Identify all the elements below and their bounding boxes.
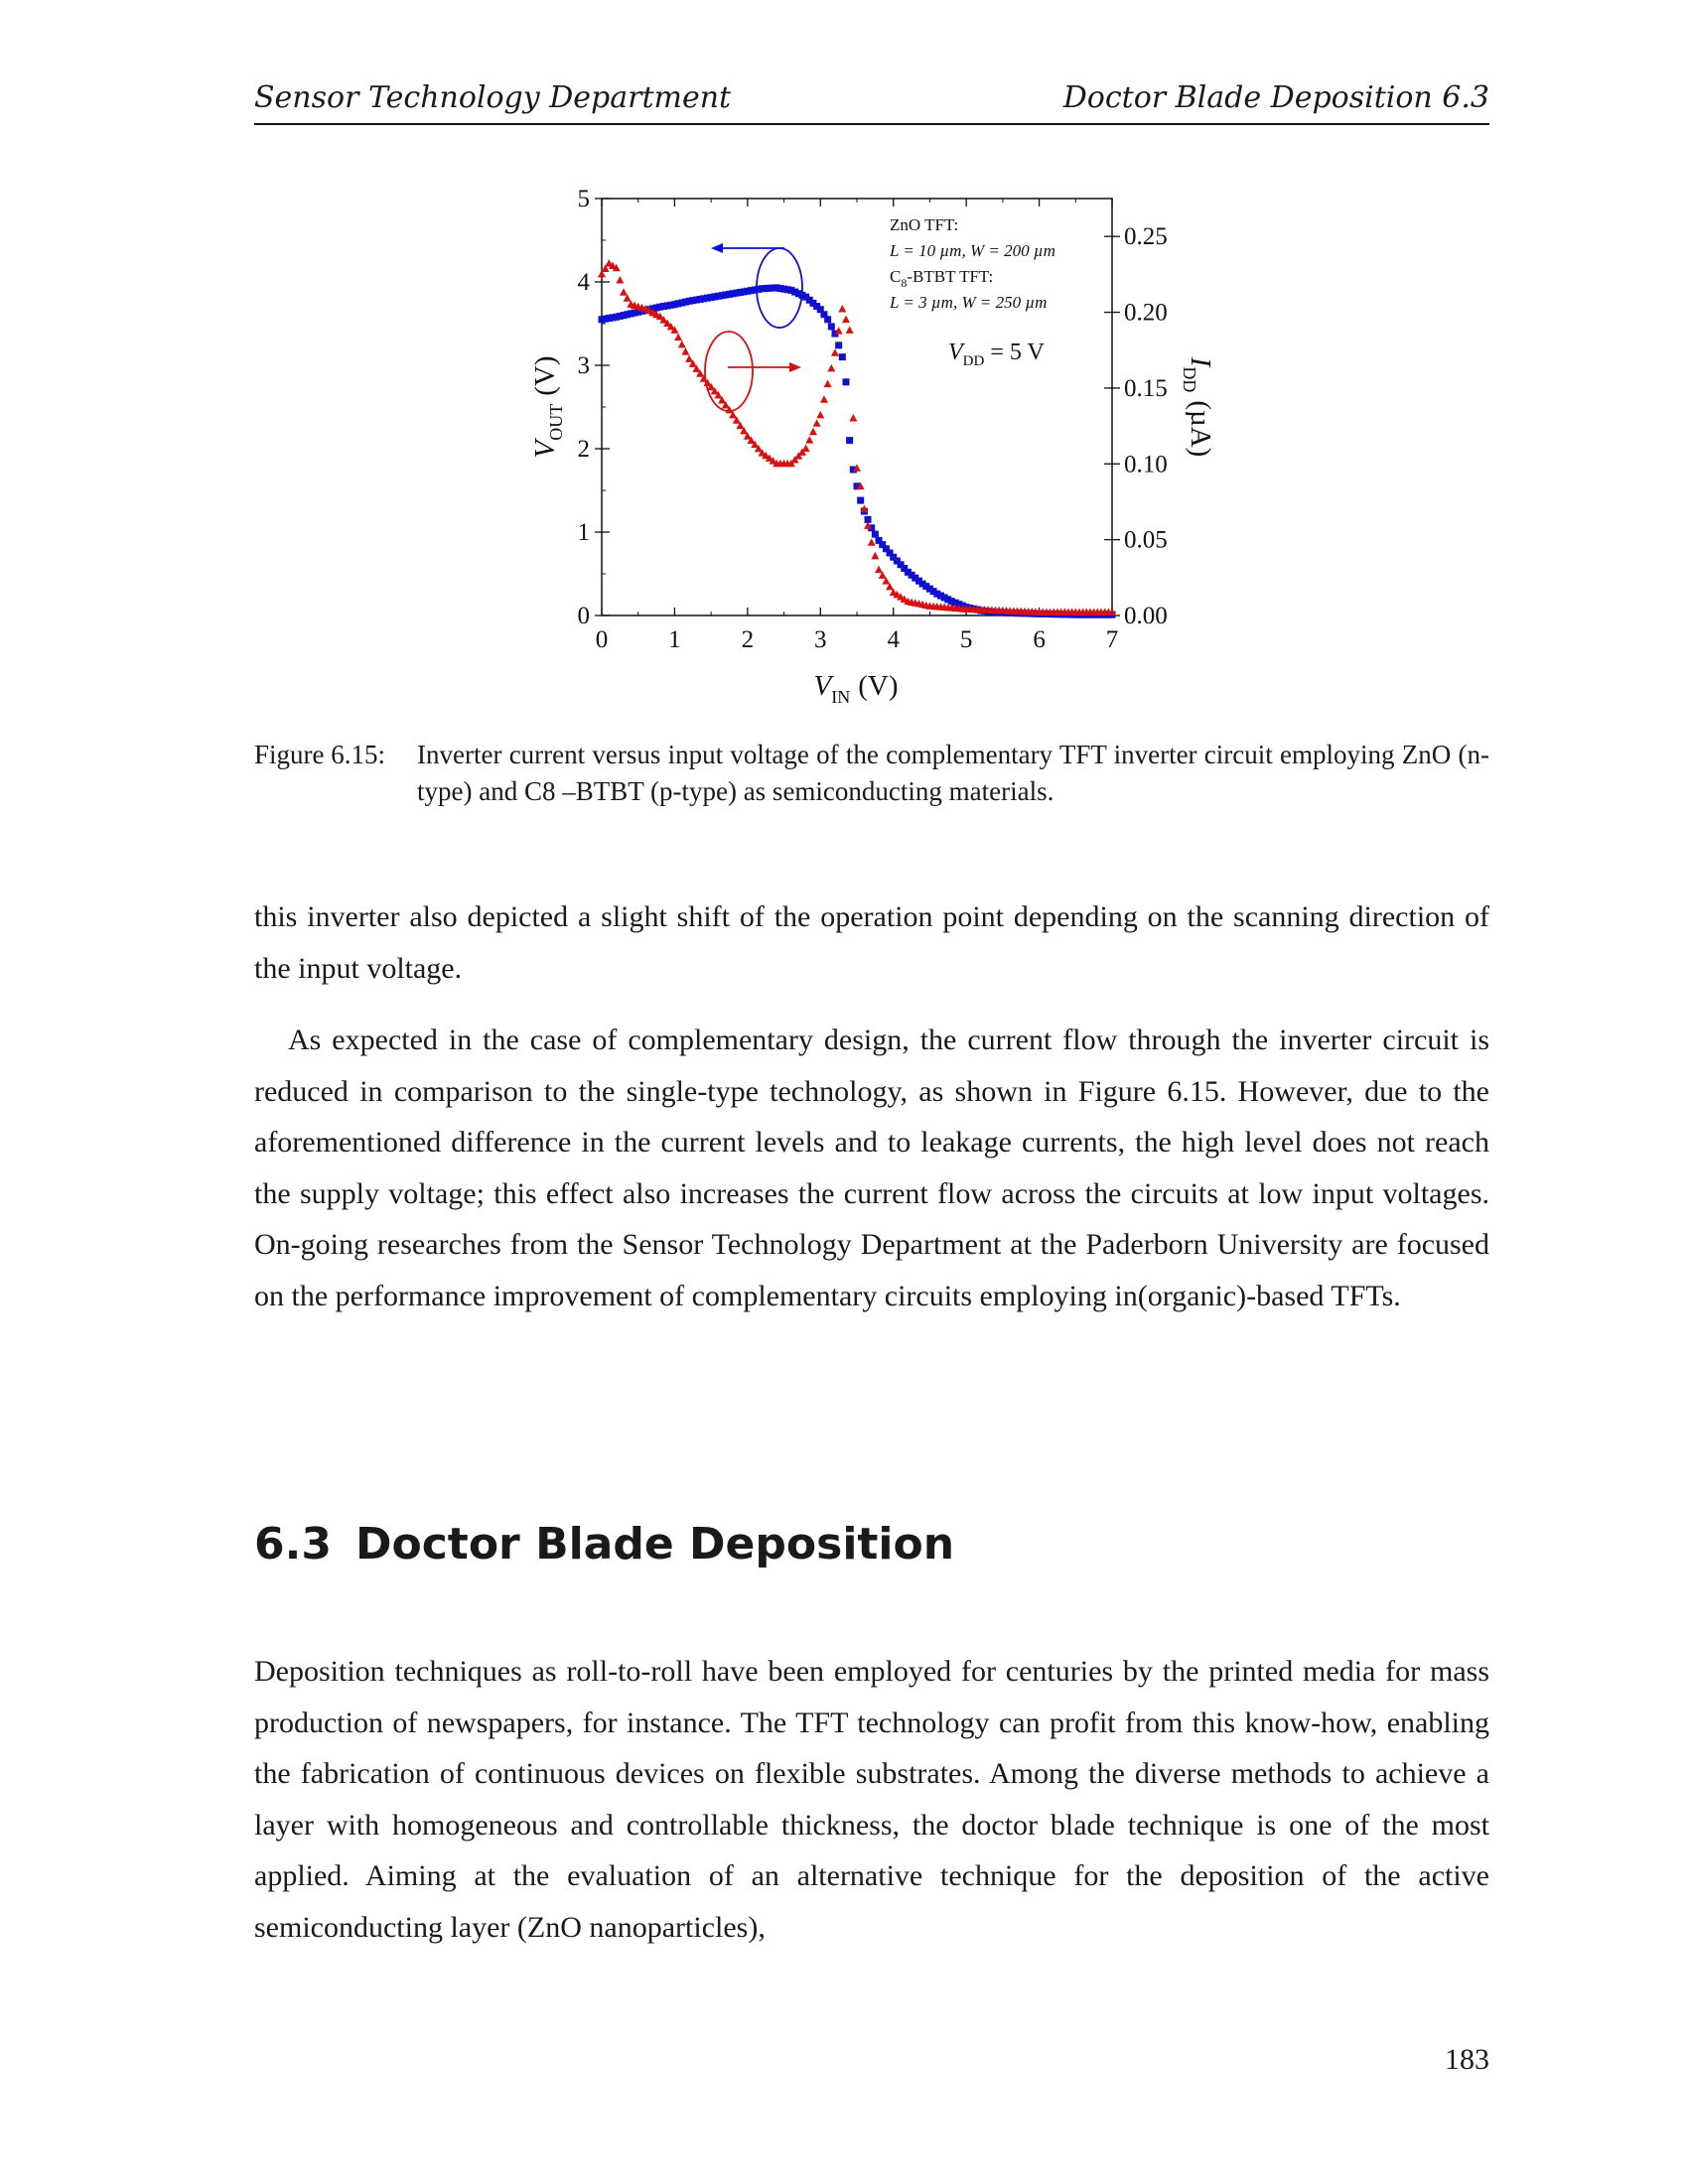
idd-point [824, 380, 832, 388]
zno-tft-label: ZnO TFT: [890, 215, 959, 234]
y2-tick-label: 0.15 [1124, 374, 1168, 402]
section-title: Doctor Blade Deposition [354, 1519, 955, 1570]
vout-point [842, 378, 849, 385]
paragraph-3: Deposition techniques as roll-to-roll have been employed for centuries by the printed media for mass production of newspapers, for instance. The TFT technology can profit from this know-how, enabling the fabrication of continuous devices on flexible substrates. Among the diverse methods to achieve a layer with homogeneous and controllable thickness, the doctor blade technique is one of the most applied. Aiming at the evaluation of an alternative technique for the deposition of the active semiconducting layer (ZnO nanoparticles), [254, 1655, 1489, 1944]
idd-point [820, 395, 828, 403]
idd-point [827, 364, 835, 372]
x-tick-label: 5 [959, 626, 973, 653]
y2-tick-label: 0.20 [1124, 299, 1168, 327]
vout-point [824, 316, 831, 323]
zno-tft-dims: L = 10 µm, W = 200 µm [890, 241, 1055, 260]
vout-point [872, 531, 879, 538]
c8-btbt-tft-label: $C_8$-BTBT TFT: [890, 267, 994, 290]
figure-6-15-chart [496, 179, 1251, 735]
y-tick-label: 1 [577, 519, 590, 546]
header-left-title: Sensor Technology Department [254, 80, 732, 115]
y-tick-label: 3 [577, 352, 590, 379]
x-tick-label: 3 [814, 626, 827, 653]
paragraph-2: As expected in the case of complementary design, the current flow through the inverter circuit is reduced in comparison to the single-type technology, as shown in Figure 6.15. However, due to the aforementioned difference in the current levels and to leakage currents, the high level does not reach the supply voltage; this effect also increases the current flow across the circuits at low input voltages. On-going researches from the Sensor Technology Department at the Paderborn University are focused on the performance improvement of complementary circuits employing in(organic)-based TFTs. [254, 1024, 1489, 1312]
idd-point [875, 566, 883, 574]
idd-point [831, 348, 839, 356]
vout-point [835, 341, 842, 348]
y2-axis-label: $I_{DD}(\mu A)$ [1180, 356, 1216, 458]
idd-point [813, 419, 821, 427]
header-right-title: Doctor Blade Deposition 6.3 [1062, 80, 1489, 115]
vout-point [846, 437, 853, 444]
idd-point [620, 288, 628, 296]
x-tick-label: 7 [1105, 626, 1119, 653]
y-tick-label: 2 [577, 436, 590, 463]
idd-point [674, 334, 682, 341]
paragraph-1: this inverter also depicted a slight shift of the operation point depending on the scanning direction of the input voltage. [254, 900, 1489, 985]
y2-tick-label: 0.10 [1124, 451, 1168, 478]
idd-point [805, 436, 813, 444]
idd-point [849, 414, 857, 422]
x-tick-label: 2 [741, 626, 755, 653]
data-points [598, 259, 1116, 617]
vout-point [828, 323, 835, 330]
idd-point [842, 316, 850, 324]
page-number: 183 [1445, 2043, 1489, 2076]
section-number: 6.3 [254, 1519, 332, 1570]
idd-point [802, 445, 810, 453]
running-header [254, 77, 1489, 125]
red-arrow-head [789, 362, 801, 372]
y2-tick-label: 0.25 [1124, 223, 1168, 251]
idd-point [871, 552, 879, 560]
section-heading [254, 1519, 954, 1570]
x-axis-label: $V_{IN}$ (V) [813, 670, 899, 707]
y-tick-label: 5 [577, 186, 590, 212]
y-tick-label: 0 [577, 603, 590, 629]
y-axis-label: $V_{OUT}(V)$ [529, 355, 566, 459]
vdd-annotation: $V_{DD} = 5$ V [948, 340, 1045, 369]
y2-tick-label: 0.00 [1124, 603, 1168, 629]
y2-tick-label: 0.05 [1124, 526, 1168, 554]
axis-ticks [578, 186, 1168, 653]
idd-point [685, 354, 693, 362]
idd-point [816, 411, 824, 419]
figure-label: Figure 6.15: [254, 740, 385, 769]
idd-point [681, 347, 689, 355]
red-hysteresis-loop [705, 332, 753, 411]
figure-caption-text: Inverter current versus input voltage of the complementary TFT inverter circuit employing ZnO (n-type) and C8 –BTBT (p-type) as semiconducting materials. [417, 740, 1489, 806]
figure-caption [254, 737, 1489, 810]
idd-point [846, 326, 854, 334]
vout-point [857, 497, 864, 504]
x-tick-label: 0 [595, 626, 609, 653]
x-tick-label: 6 [1033, 626, 1046, 653]
idd-point [809, 428, 817, 436]
idd-point [616, 276, 624, 284]
plot-frame [602, 199, 1112, 615]
idd-point [868, 538, 876, 546]
idd-point [838, 305, 846, 313]
x-tick-label: 4 [887, 626, 900, 653]
vout-point [839, 353, 846, 360]
blue-arrow-head [711, 243, 723, 253]
x-tick-label: 1 [668, 626, 681, 653]
c8-btbt-tft-dims: L = 3 µm, W = 250 µm [890, 293, 1048, 312]
y-tick-label: 4 [577, 269, 590, 296]
idd-point [678, 341, 686, 348]
